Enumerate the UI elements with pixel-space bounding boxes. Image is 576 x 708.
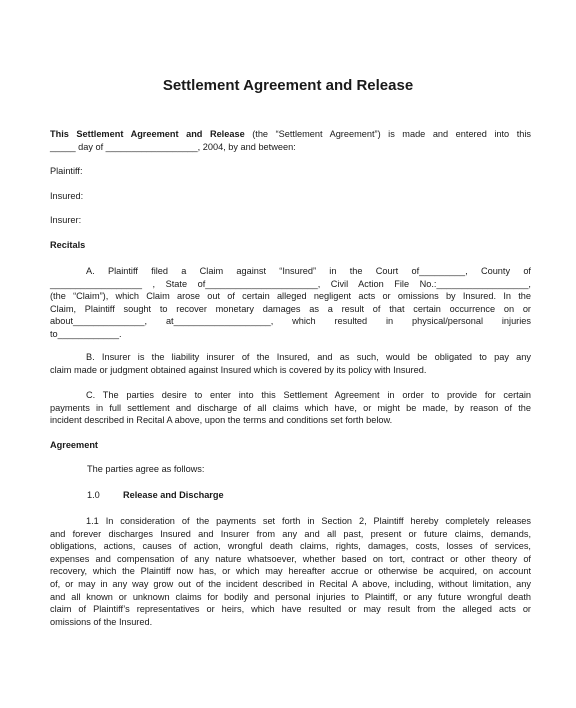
recital-a-line: __________________ , State of______________________, Civil Action File No.:__________________, bbox=[50, 278, 531, 289]
intro-line-2: _____ day of __________________, 2004, by and between: bbox=[50, 141, 296, 152]
paragraph-1-1-line: claim of Plaintiff’s representatives or heirs, which have resulted or may result from the alleged acts or bbox=[50, 604, 531, 615]
paragraph-1-1 bbox=[50, 515, 531, 628]
recital-a-line: A. Plaintiff filed a Claim against “Insured” in the Court of_________, County of bbox=[86, 266, 531, 276]
recitals-heading: Recitals bbox=[50, 240, 86, 250]
agreement-intro: The parties agree as follows: bbox=[87, 464, 205, 474]
insurer-label: Insurer: bbox=[50, 215, 82, 225]
plaintiff-label: Plaintiff: bbox=[50, 166, 83, 176]
recital-a-line: about______________, at___________________, which resulted in physical/personal injuries bbox=[50, 316, 531, 327]
recital-a-line: Claim, Plaintiff sought to recover monetary damages as a result of that certain occurrence on or bbox=[50, 303, 531, 314]
intro-paragraph bbox=[50, 128, 531, 153]
recital-c-line: payments in full settlement and discharge of all claims which have, or might be made, by reason of the bbox=[50, 402, 531, 413]
recital-b-line: claim made or judgment obtained against Insured which is covered by its policy with Insured. bbox=[50, 364, 427, 375]
agreement-heading: Agreement bbox=[50, 440, 98, 450]
intro-line-1-rest: (the “Settlement Agreement”) is made and entered into this bbox=[244, 129, 531, 139]
paragraph-1-1-line: obligations, actions, causes of action, wrongful death claims, rights, damages, costs, losses of services, bbox=[50, 541, 531, 552]
section-number: 1.0 bbox=[87, 490, 100, 500]
recital-b-line: B. Insurer is the liability insurer of the Insured, and as such, would be obligated to pay any bbox=[86, 352, 531, 362]
recital-a bbox=[50, 265, 531, 341]
paragraph-1-1-line: omissions of the Insured. bbox=[50, 616, 153, 627]
recital-c bbox=[50, 389, 531, 427]
recital-c-line: C. The parties desire to enter into this Settlement Agreement in order to provide for certain bbox=[86, 390, 531, 400]
paragraph-1-1-line: expenses and compensation of any nature whatsoever, whether based on tort, contract or other theory of bbox=[50, 553, 531, 564]
intro-line-1 bbox=[50, 128, 531, 141]
paragraph-1-1-line: 1.1 In consideration of the payments set forth in Section 2, Plaintiff hereby completely releases bbox=[86, 516, 531, 526]
recital-b bbox=[50, 351, 531, 376]
paragraph-1-1-line: and all known or unknown claims for bodily and personal injuries to Plaintiff, or any future wrongful death bbox=[50, 591, 531, 602]
recital-c-line: incident described in Recital A above, upon the terms and conditions set forth below. bbox=[50, 415, 393, 426]
recital-a-line: (the “Claim”), which Claim arose out of certain alleged negligent acts or omissions by Insured. In the bbox=[50, 291, 531, 302]
section-title: Release and Discharge bbox=[123, 490, 224, 500]
insured-label: Insured: bbox=[50, 191, 84, 201]
paragraph-1-1-line: recovery, which the Plaintiff now has, or which may hereafter accrue or otherwise be acquired, on account bbox=[50, 566, 531, 577]
document-title: Settlement Agreement and Release bbox=[162, 77, 414, 94]
paragraph-1-1-line: of, or may in any way grow out of the incident described in Recital A above, including, without limitation, any bbox=[50, 578, 531, 589]
intro-bold-lead: This Settlement Agreement and Release bbox=[50, 129, 245, 139]
paragraph-1-1-line: and forever discharges Insured and Insurer from any and all past, present or future claims, demands, bbox=[50, 528, 531, 539]
recital-a-line: to____________. bbox=[50, 328, 122, 339]
